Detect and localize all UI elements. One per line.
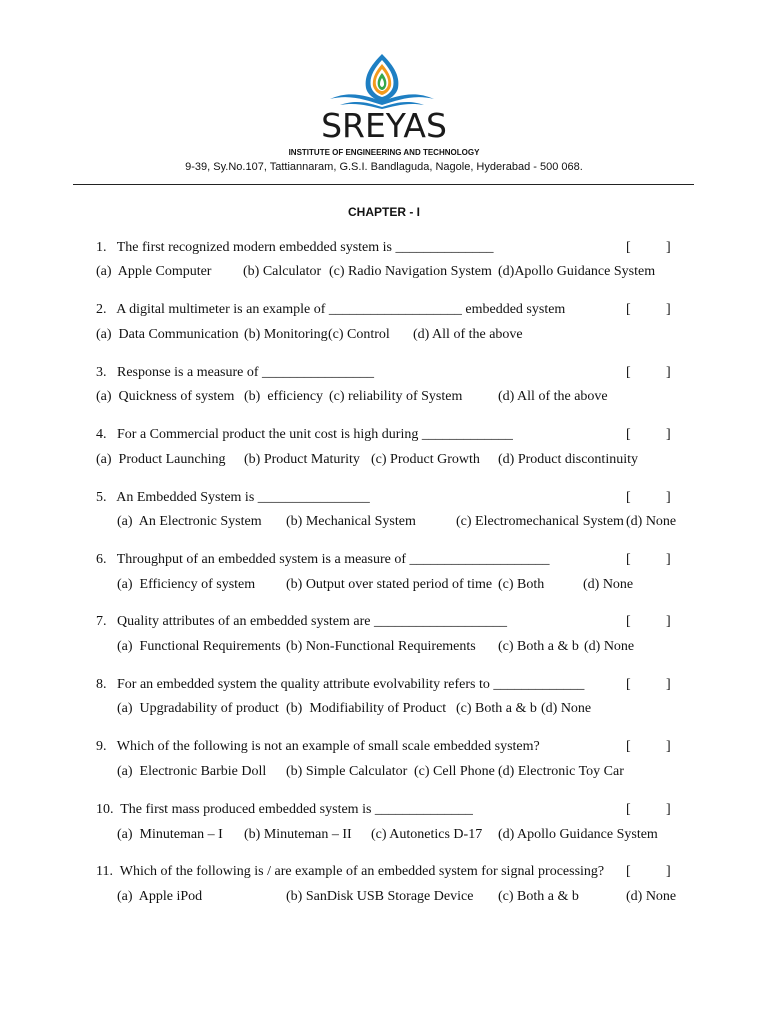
option-c: (c) Product Growth <box>371 452 480 467</box>
bracket-open: [ <box>626 864 631 879</box>
option-a: (a) Minuteman – I <box>117 827 223 842</box>
option-a: (a) Apple Computer <box>96 264 212 279</box>
option-d: (d) None <box>626 889 677 904</box>
question-text: 4. For a Commercial product the unit cost is high during _____________ <box>96 427 513 442</box>
option-c: (c) reliability of System <box>329 389 463 404</box>
option-b: (b) Non-Functional Requirements <box>286 639 476 654</box>
bracket-open: [ <box>626 677 631 692</box>
option-d: (d) Apollo Guidance System <box>498 827 658 842</box>
bracket-open: [ <box>626 427 631 442</box>
option-b: (b) Simple Calculator <box>286 764 408 779</box>
option-d: (d)Apollo Guidance System <box>498 264 656 279</box>
question-text: 5. An Embedded System is ________________ <box>96 490 370 505</box>
institute-address: 9-39, Sy.No.107, Tattiannaram, G.S.I. Bandlaguda, Nagole, Hyderabad - 500 068. <box>185 161 583 173</box>
option-b: (b) Output over stated period of time <box>286 577 493 592</box>
bracket-close: ] <box>666 677 671 692</box>
option-b: (b) Mechanical System <box>286 514 416 529</box>
option-c: (c) Autonetics D-17 <box>371 827 483 842</box>
bracket-open: [ <box>626 240 631 255</box>
option-d: (d) Product discontinuity <box>498 452 638 467</box>
option-a: (a) Upgradability of product <box>117 701 279 716</box>
institute-subtitle: INSTITUTE OF ENGINEERING AND TECHNOLOGY <box>288 148 480 157</box>
option-a: (a) Quickness of system <box>96 389 235 404</box>
option-c: (c) Radio Navigation System <box>329 264 492 279</box>
option-c: (c) Cell Phone <box>414 764 495 779</box>
bracket-open: [ <box>626 552 631 567</box>
option-b: (b) SanDisk USB Storage Device <box>286 889 474 904</box>
header-divider <box>73 184 694 185</box>
chapter-heading: CHAPTER - I <box>348 205 420 219</box>
question-text: 1. The first recognized modern embedded system is ______________ <box>96 240 494 255</box>
option-a: (a) Data Communication <box>96 327 239 342</box>
option-d: (d) None <box>584 639 635 654</box>
bracket-open: [ <box>626 365 631 380</box>
question-text: 8. For an embedded system the quality attribute evolvability refers to _____________ <box>96 677 585 692</box>
option-a: (a) Efficiency of system <box>117 577 256 592</box>
sreyas-logo <box>326 52 438 110</box>
option-b: (b) Minuteman – II <box>244 827 352 842</box>
bracket-open: [ <box>626 802 631 817</box>
bracket-close: ] <box>666 802 671 817</box>
option-d: (d) None <box>583 577 634 592</box>
option-d: (d) None <box>541 701 592 716</box>
bracket-open: [ <box>626 490 631 505</box>
option-c: (c) Control <box>328 327 390 342</box>
option-b: (b) Modifiability of Product <box>286 701 447 716</box>
bracket-open: [ <box>626 739 631 754</box>
bracket-open: [ <box>626 302 631 317</box>
option-b: (b) efficiency <box>244 389 324 404</box>
option-c: (c) Both <box>498 577 545 592</box>
option-b: (b) Calculator <box>243 264 322 279</box>
option-d: (d) All of the above <box>498 389 608 404</box>
option-d: (d) None <box>626 514 677 529</box>
question-text: 6. Throughput of an embedded system is a measure of ____________________ <box>96 552 550 567</box>
bracket-close: ] <box>666 365 671 380</box>
option-d: (d) All of the above <box>413 327 523 342</box>
question-text: 11. Which of the following is / are example of an embedded system for signal processing? <box>96 864 605 879</box>
bracket-close: ] <box>666 302 671 317</box>
question-text: 7. Quality attributes of an embedded system are ___________________ <box>96 614 507 629</box>
bracket-close: ] <box>666 490 671 505</box>
option-d: (d) Electronic Toy Car <box>498 764 624 779</box>
option-c: (c) Both a & b <box>498 889 579 904</box>
option-a: (a) An Electronic System <box>117 514 262 529</box>
bracket-close: ] <box>666 739 671 754</box>
question-text: 10. The first mass produced embedded system is ______________ <box>96 802 473 817</box>
bracket-close: ] <box>666 614 671 629</box>
option-c: (c) Both a & b <box>498 639 579 654</box>
option-a: (a) Product Launching <box>96 452 226 467</box>
option-c: (c) Electromechanical System <box>456 514 624 529</box>
bracket-close: ] <box>666 864 671 879</box>
option-a: (a) Apple iPod <box>117 889 203 904</box>
bracket-open: [ <box>626 614 631 629</box>
question-text: 3. Response is a measure of ________________ <box>96 365 375 380</box>
bracket-close: ] <box>666 552 671 567</box>
option-c: (c) Both a & b <box>456 701 537 716</box>
option-a: (a) Functional Requirements <box>117 639 281 654</box>
bracket-close: ] <box>666 240 671 255</box>
question-text: 9. Which of the following is not an example of small scale embedded system? <box>96 739 540 754</box>
bracket-close: ] <box>666 427 671 442</box>
option-a: (a) Electronic Barbie Doll <box>117 764 267 779</box>
brand-name: SREYAS <box>321 106 447 145</box>
option-b: (b) Product Maturity <box>244 452 360 467</box>
question-text: 2. A digital multimeter is an example of ___________________ embedded system <box>96 302 566 317</box>
option-b: (b) Monitoring <box>244 327 328 342</box>
